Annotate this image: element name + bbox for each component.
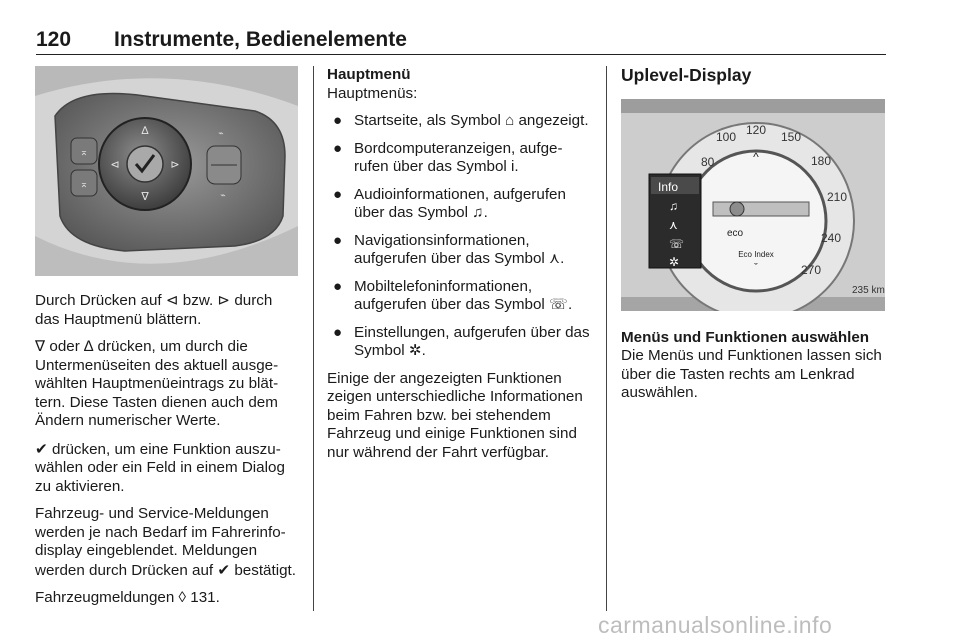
audio-icon: ♫ [669,198,678,213]
svg-text:∆: ∆ [141,125,149,137]
steering-wheel-illustration [35,66,298,276]
main-menu-list [327,112,590,361]
navigation-icon: ⋏ [669,217,678,232]
instrument-cluster-illustration [621,99,885,311]
text-main-menus-intro: Hauptmenüs: [327,84,418,102]
list-item: ● Einstellungen, aufgerufen über das Symbol ✲. [333,323,590,359]
text-select-function-body: drücken, um eine Funktion auszuwählen oder ein Feld in einem Dialog zu aktivieren. [35,440,285,495]
speed-label: 100 [716,129,737,144]
list-item: ● Audioinformationen, aufgerufen über das Symbol ♫. [333,185,566,221]
heading-uplevel-display: Uplevel-Display [621,65,752,85]
text-vehicle-messages-tail: bestätigt. [234,561,296,579]
list-item: ● Startseite, als Symbol ⌂ angezeigt. [333,112,589,129]
eco-label: eco [727,227,744,239]
instrument-cluster-image [621,99,885,311]
list-item: ● Mobiltelefoninformationen, aufgerufen über das Symbol ☏. [333,277,573,313]
text-submenu-pages: ∇ oder ∆ drücken, um durch die Untermenüseiten des aktuell ausgewählten Hauptmenüeintrags zu blättern. Diese Tasten dienen auch dem Ändern numerischer Werte. [35,338,279,429]
svg-text:∇: ∇ [141,191,149,203]
phone-icon: ☏ [669,236,685,251]
heading-main-menu: Hauptmenü [327,66,411,83]
text-function-availability: Einige der angezeigten Funktionen zeigen unterschiedliche Informationen beim Fahren bzw. bei stehendem Fahrzeug und einige Funktionen sind nur während der Fahrt verfügbar. [327,369,583,461]
steering-wheel-controls-image [35,66,298,276]
watermark: carmanualsonline.info [598,612,833,638]
list-item: ● Bordcomputeranzeigen, aufgerufen über das Symbol i. [333,139,563,175]
page-number: 120 [36,28,72,51]
page-header [36,26,886,55]
checkmark-icon: ✔ [35,439,48,458]
speed-label: 80 [701,154,715,169]
heading-select-menus: Menüs und Funktionen auswählen [621,328,870,346]
bullet-icon: ● [333,185,343,203]
text-vehicle-messages-reference: Fahrzeugmeldungen ◊ 131. [35,589,220,606]
svg-text:⌁: ⌁ [220,190,226,200]
list-item: ● Navigationsinformationen, aufgerufen über das Symbol ⋏. [333,231,565,267]
bullet-icon: ● [333,323,343,341]
svg-text:⊳: ⊳ [170,159,180,171]
svg-text:⌅: ⌅ [79,147,89,158]
svg-text:ˇ: ˇ [754,261,758,274]
text-select-menus: Die Menüs und Funktionen lassen sich über die Tasten rechts am Lenkrad auswählen. [621,347,882,401]
bullet-icon: ● [333,277,343,295]
bullet-icon: ● [333,112,343,129]
speed-label: 240 [821,230,842,245]
eco-index-label: Eco Index [738,249,774,259]
checkmark-icon: ✔ [217,560,231,579]
svg-text:⊲: ⊲ [110,159,120,171]
svg-text:⌁: ⌁ [218,128,224,138]
settings-icon: ✲ [669,254,680,269]
text-select-function [35,440,300,497]
odometer-readout: 235 km [852,284,885,296]
speed-label: 180 [811,153,832,168]
column-right [621,66,886,412]
menu-info-label: Info [658,179,679,194]
text-vehicle-messages-body: Fahrzeug- und Service-Meldungen werden je nach Bedarf im Fahrerinfodisplay eingeblendet. Meldungen werden durch Drücken auf [35,505,286,579]
speed-label: 150 [781,129,802,144]
svg-text:⌅: ⌅ [79,179,89,190]
page-title: Instrumente, Bedienelemente [114,28,407,51]
column-left [35,66,300,617]
text-scroll-main-menu: Durch Drücken auf ⊲ bzw. ⊳ durch das Hauptmenü blättern. [35,292,273,328]
speed-label: 210 [827,189,848,204]
column-divider [313,66,314,611]
svg-text:^: ^ [753,149,759,164]
bullet-icon: ● [333,231,343,249]
column-middle [327,66,590,471]
bullet-icon: ● [333,139,343,157]
speed-label: 120 [746,122,767,137]
text-vehicle-messages [35,505,300,580]
column-divider [606,66,607,611]
speed-label: 270 [801,262,822,277]
